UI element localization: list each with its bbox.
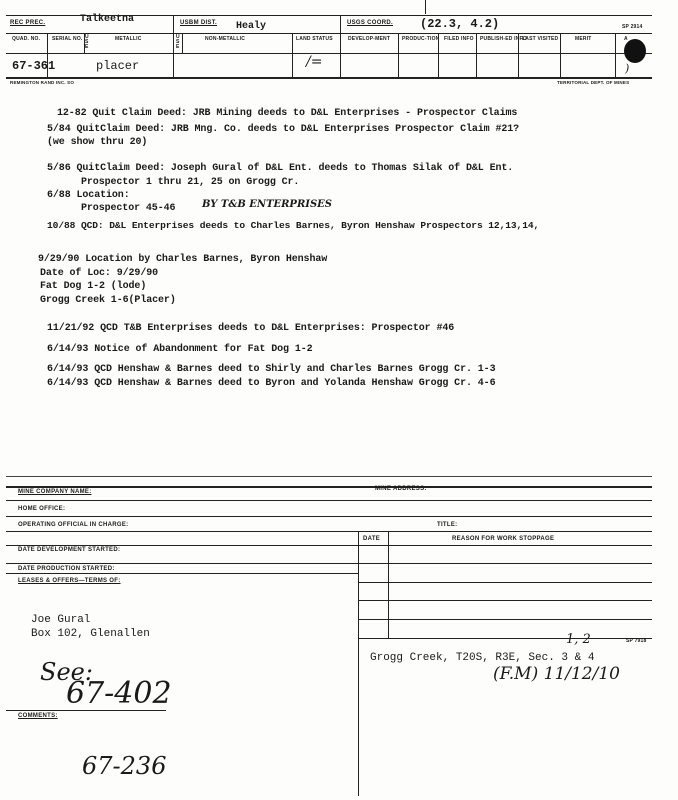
comments-label: COMMENTS: (18, 713, 58, 719)
mine-address-label: MINE ADDRESS: (375, 486, 427, 492)
log-entry: 6/14/93 QCD Henshaw & Barnes deed to Shirly and Charles Barnes Grogg Cr. 1-3 (47, 364, 496, 375)
usbm-dist-value: Healy (236, 21, 267, 32)
form-number-2: SP 7918 (626, 638, 647, 644)
col-use-2: U S E (176, 34, 180, 50)
log-entry: 11/21/92 QCD T&B Enterprises deeds to D&L Enterprises: Prospector #46 (47, 323, 455, 334)
col-metallic: METALLIC (115, 36, 142, 42)
col-non-metallic: NON-METALLIC (205, 36, 246, 42)
punch-hole-mark (624, 39, 646, 63)
log-entry: Date of Loc: 9/29/90 (40, 268, 159, 279)
log-entry: Grogg Creek 1-6(Placer) (40, 295, 176, 306)
header-bottom-rule (6, 77, 652, 79)
log-entry: 5/84 QuitClaim Deed: JRB Mng. Co. deeds to D&L Enterprises Prospector Claim #21? (47, 124, 520, 135)
title-label: TITLE: (437, 522, 458, 528)
usbm-dist-label: USBM DIST. (180, 20, 218, 26)
metallic-value: placer (96, 59, 140, 73)
form-number: SP 2914 (622, 24, 643, 30)
date-col-divider (388, 531, 389, 638)
section-handwritten: 1, 2 (566, 632, 591, 647)
log-entry: 9/29/90 Location by Charles Barnes, Byron Henshaw (38, 254, 328, 265)
top-tick (425, 0, 426, 14)
log-entry: 6/88 Location: (47, 190, 130, 201)
date-development-label: DATE DEVELOPMENT STARTED: (18, 547, 121, 553)
land-status-mark: /= (306, 54, 323, 70)
col-serial-no: SERIAL NO. (52, 36, 83, 42)
home-office-label: HOME OFFICE: (18, 506, 66, 512)
header-mid-rule (6, 33, 652, 34)
log-entry: 6/14/93 Notice of Abandonment for Fat Dog 1-2 (47, 344, 313, 355)
log-entry: Fat Dog 1-2 (lode) (40, 281, 147, 292)
log-entry: (we show thru 20) (47, 137, 148, 148)
see-note: See: (40, 658, 93, 686)
log-entry: 5/86 QuitClaim Deed: Joseph Gural of D&L Ent. deeds to Thomas Silak of D&L Ent. (47, 163, 514, 174)
col-merit: MERIT (575, 36, 592, 42)
log-entry: Prospector 1 thru 21, 25 on Grogg Cr. (81, 177, 300, 188)
date-column-header: DATE (363, 536, 381, 542)
col-filed-info: FILED INFO (444, 36, 474, 42)
mine-company-label: MINE COMPANY NAME: (18, 489, 92, 495)
margin-mark: ) (625, 62, 630, 75)
log-entry: 12-82 Quit Claim Deed: JRB Mining deeds to D&L Enterprises - Prospector Claims (57, 108, 518, 119)
contact-address: Box 102, Glenallen (31, 628, 150, 640)
leases-label: LEASES & OFFERS—TERMS OF: (18, 578, 121, 584)
lower-center-divider (358, 531, 359, 796)
col-use-1: U S E (85, 34, 89, 50)
usgs-coord-label: USGS COORD. (347, 20, 393, 26)
col-development: DEVELOP-MENT (348, 36, 391, 42)
usgs-coord-value: (22.3, 4.2) (420, 17, 500, 31)
quad-serial-value: 67-361 (12, 59, 56, 73)
see-reference: 67-402 (66, 676, 172, 711)
log-entry: 10/88 QCD: D&L Enterprises deeds to Charles Barnes, Byron Henshaw Prospectors 12,13,14, (47, 220, 540, 231)
dept-credit: TERRITORIAL DEPT. OF MINES (557, 80, 630, 85)
col-last-visited: LAST VISITED (522, 36, 559, 42)
col-published-info: PUBLISH-ED INFO (480, 36, 527, 42)
rec-prec-value: Talkeetna (80, 14, 135, 25)
location-text: Grogg Creek, T20S, R3E, Sec. 3 & 4 (370, 652, 595, 664)
col-quad-no: QUAD. NO. (12, 36, 41, 42)
contact-name: Joe Gural (31, 614, 91, 626)
col-land-status: LAND STATUS (296, 36, 333, 42)
header-low-rule (6, 53, 652, 54)
handwritten-by-note: BY T&B ENTERPRISES (202, 199, 333, 210)
lower-top-rule (6, 476, 652, 477)
reason-column-header: REASON FOR WORK STOPPAGE (452, 536, 555, 542)
fm-note: (F.M) 11/12/10 (493, 664, 620, 684)
col-production: PRODUC-TION (402, 36, 440, 42)
log-entry: 6/14/93 QCD Henshaw & Barnes deed to Byron and Yolanda Henshaw Grogg Cr. 4-6 (47, 378, 496, 389)
log-entry: Prospector 45-46 (81, 203, 176, 214)
date-production-label: DATE PRODUCTION STARTED: (18, 566, 115, 572)
printer-credit: REMINGTON RAND INC. SO (10, 80, 75, 85)
rec-prec-label: REC PREC. (10, 20, 46, 26)
col-a: A (624, 36, 628, 42)
operating-official-label: OPERATING OFFICIAL IN CHARGE: (18, 522, 129, 528)
comment-reference: 67-236 (82, 752, 167, 780)
